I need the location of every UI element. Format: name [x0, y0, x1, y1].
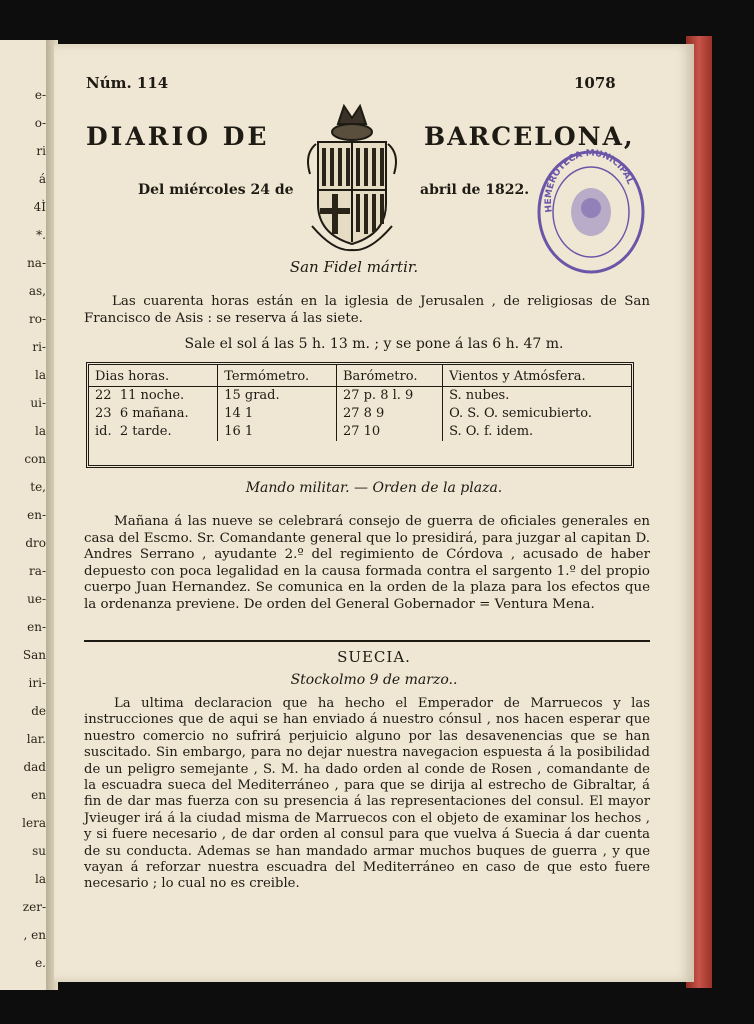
newspaper-page	[54, 44, 694, 982]
facing-page-fragment: o-	[34, 116, 46, 130]
date-left: Del miércoles 24 de	[138, 182, 294, 198]
facing-page-fragment: *.	[36, 228, 46, 242]
weather-cell: 15 grad.	[218, 387, 337, 406]
facing-page-fragment: de	[31, 704, 46, 718]
weather-cell: 27 p. 8 l. 9	[336, 387, 442, 406]
facing-page-fragment: su	[32, 844, 46, 858]
weather-cell: 22 11 noche.	[89, 387, 218, 406]
weather-cell: 14 1	[218, 405, 337, 423]
table-row	[89, 405, 631, 423]
devotion-notice: Las cuarenta horas están en la iglesia de Jerusalen , de religiosas de San Francisco de Asis : se reserva á las siete.	[84, 294, 650, 326]
facing-page-fragment: iri-	[28, 676, 46, 690]
facing-page-fragment: , en	[23, 928, 46, 942]
news-dateline: Stockolmo 9 de marzo..	[290, 672, 458, 688]
facing-page-fragment: ri-	[32, 340, 46, 354]
facing-page-fragment: dro	[25, 536, 46, 550]
facing-page-fragment: 4Ì	[33, 200, 46, 214]
weather-header: Termómetro.	[218, 365, 337, 387]
facing-page-fragment: te,	[30, 480, 46, 494]
facing-page-fragment: zer-	[22, 900, 46, 914]
facing-page-fragment: lera	[22, 816, 46, 830]
facing-page-fragment: ra-	[29, 564, 46, 578]
weather-header: Barómetro.	[336, 365, 442, 387]
facing-page-fragment: as,	[28, 284, 46, 298]
weather-header: Dias horas.	[89, 365, 218, 387]
facing-page-fragment: la	[35, 368, 46, 382]
facing-page-fragment: e-	[34, 88, 46, 102]
weather-cell: 16 1	[218, 423, 337, 441]
coat-of-arms-icon	[294, 94, 410, 254]
military-order: Mañana á las nueve se celebrará consejo de guerra de oficiales generales en casa del Escmo. Sr. Comandante general que lo presidirá, para juzgar al capitan D. Andres Serrano , ayudante 2.º del regimiento de Córdova , acusado de haber depuesto con poca legalidad en la causa formada contra el sargento 1.º del propio cuerpo Juan Hernandez. Se comunica en la orden de la plaza para los efectos que la ordenanza previene. De orden del General Gobernador = Ventura Mena.	[84, 514, 650, 612]
date-right: abril de 1822.	[420, 182, 530, 198]
weather-header: Vientos y Atmósfera.	[443, 365, 631, 387]
weather-table	[86, 362, 634, 468]
facing-page-fragment: en-	[27, 508, 46, 522]
facing-page-fragment: ui-	[30, 396, 46, 410]
news-article: La ultima declaracion que ha hecho el Emperador de Marruecos y las instrucciones que de aqui se han enviado á nuestro cónsul , nos hacen esperar que nuestro comercio no sufrirá perjuicio alguno por las desavenencias que se han suscitado. Sin embargo, para no dejar nuestra navegacion espuesta á la posibilidad de un peligro semejante , S. M. ha dado orden al conde de Rosen , comandante de la escuadra sueca del Mediterráneo , para que se dirija al estrecho de Gibraltar, á fin de dar mas fuerza con su presencia á las representaciones del consul. El mayor Jvieuger irá á la ciudad misma de Marruecos con el objeto de examinar los hechos , y si fuere necesario , de dar orden al consul para que vuelva á Suecia á dar cuenta de su conducta. Ademas se han mandado armar muchos buques de guerra , y que vayan á reforzar nuestra escuadra del Mediterráneo en caso de que esto fuere necesario ; lo cual no es creible.	[84, 696, 650, 892]
facing-page-fragment: en	[31, 788, 46, 802]
facing-page-fragment: ro-	[28, 312, 46, 326]
facing-page-fragment: en-	[27, 620, 46, 634]
facing-page-fragment: dad	[23, 760, 46, 774]
facing-page-fragment: lar.	[26, 732, 46, 746]
issue-number: Núm. 114	[86, 74, 169, 92]
stamp-lettering: HEMEROTECA MUNICIPAL	[543, 148, 635, 213]
facing-page-fragment: la	[35, 872, 46, 886]
table-row	[89, 387, 631, 406]
news-country: SUECIA.	[337, 648, 411, 666]
masthead-title-left: DIARIO DE	[86, 122, 270, 151]
weather-cell: 27 8 9	[336, 405, 442, 423]
facing-page-fragment: San	[22, 648, 46, 662]
weather-cell: O. S. O. semicubierto.	[449, 406, 592, 421]
weather-cell: S. nubes.	[449, 388, 510, 403]
saint-of-day: San Fidel mártir.	[289, 258, 419, 276]
table-row	[89, 423, 631, 441]
weather-cell: id. 2 tarde.	[89, 423, 218, 441]
facing-page	[0, 40, 52, 990]
weather-cell: 27 10	[336, 423, 442, 441]
facing-page-fragment: con	[24, 452, 46, 466]
sunrise-sunset: Sale el sol á las 5 h. 13 m. ; y se pone á las 6 h. 47 m.	[184, 336, 564, 352]
military-heading: Mando militar. — Orden de la plaza.	[245, 480, 503, 496]
section-divider	[84, 640, 650, 642]
facing-page-fragment: na-	[27, 256, 46, 270]
facing-page-fragment: ri	[36, 144, 46, 158]
facing-page-fragment: e.	[35, 956, 46, 970]
facing-page-fragment: la	[35, 424, 46, 438]
facing-page-fragment: ue-	[27, 592, 46, 606]
weather-cell: S. O. f. idem.	[449, 424, 534, 439]
weather-cell: 23 6 mañana.	[89, 405, 218, 423]
facing-page-fragment: á	[38, 172, 46, 186]
page-number: 1078	[574, 74, 616, 92]
masthead-title-right: BARCELONA,	[424, 122, 635, 151]
